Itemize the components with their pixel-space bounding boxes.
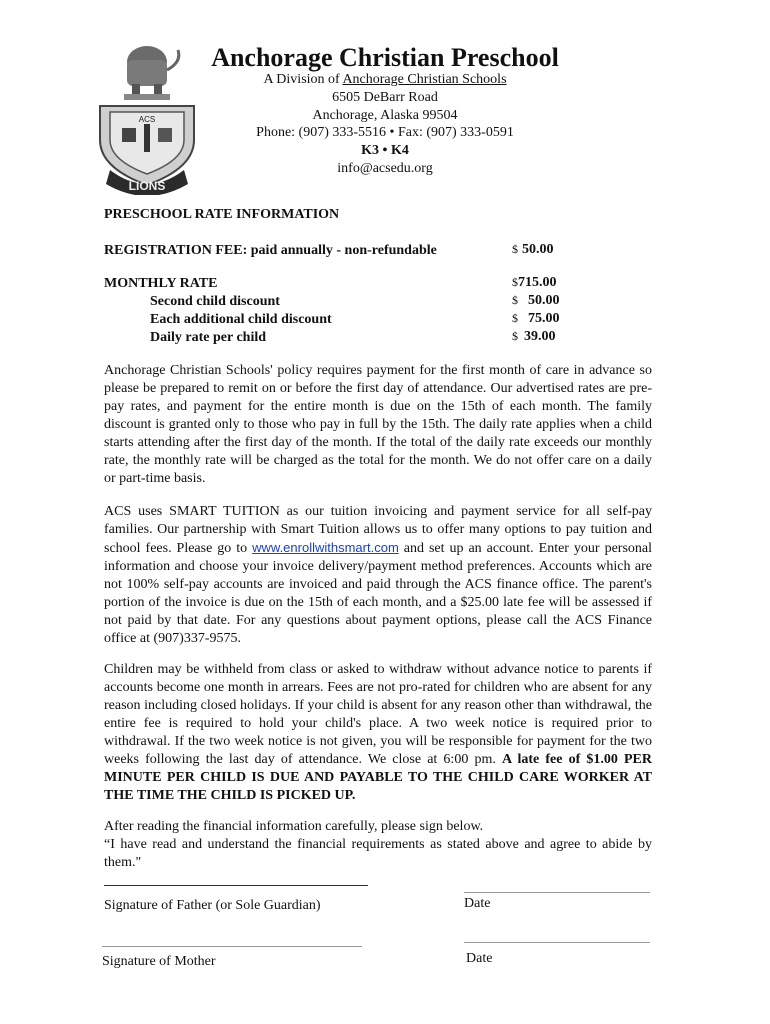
father-signature-label: Signature of Father (or Sole Guardian) (104, 898, 321, 913)
smart-tuition-text-after: and set up an account. Enter your personal information and choose your invoice delivery/payment method preferences. Accounts which are not 100% self-pay accounts are invoiced and paid through the ACS finance office. The parent's portion of the invoice is due on the 15th of each month, and a $25.00 late fee will be assessed if not paid by that date. For any questions about payment options, please call the ACS Finance office at (907)337-9575. (104, 541, 652, 646)
second-child-label: Second child discount (150, 294, 280, 309)
school-title: Anchorage Christian Preschool (211, 43, 559, 72)
date2-line[interactable] (464, 942, 650, 943)
school-crest-logo (92, 40, 202, 195)
policy-paragraph (104, 362, 652, 488)
division-prefix: A Division of (263, 72, 343, 87)
agreement-paragraph (104, 818, 652, 872)
crest-banner-text: LIONS (128, 179, 166, 193)
currency-symbol: $ (512, 275, 518, 289)
smart-tuition-text-before: ACS uses SMART TUITION as our tuition invoicing and payment service for all self-pay families. Our partnership with Smart Tuition allows us to offer many options to pay tuition and school fees. Please go to (104, 504, 652, 556)
monthly-label: MONTHLY RATE (104, 276, 218, 291)
agreement-instruction: After reading the financial information carefully, please sign below. (104, 819, 484, 834)
registration-amount: $ 50.00 (512, 242, 554, 257)
currency-symbol: $ (512, 242, 518, 256)
currency-symbol: $ (512, 311, 518, 325)
daily-amount: $ 39.00 (512, 329, 556, 344)
daily-label: Daily rate per child (150, 330, 267, 345)
mother-signature-label: Signature of Mother (102, 954, 216, 969)
withdrawal-paragraph (104, 661, 652, 805)
phone-fax: Phone: (907) 333-5516 • Fax: (907) 333-0591 (256, 125, 514, 140)
currency-symbol: $ (512, 329, 518, 343)
email: info@acsedu.org (337, 161, 433, 176)
date1-label: Date (464, 896, 491, 911)
crest-text: ACS (138, 115, 156, 124)
currency-symbol: $ (512, 293, 518, 307)
enroll-link[interactable]: www.enrollwithsmart.com (252, 540, 399, 555)
withdrawal-text: Children may be withheld from class or asked to withdraw without advance notice to parents if accounts become one month in arrears. Fees are not pro-rated for children who are absent for any reason including closed holidays. If your child is absent for any reason other than withdrawal, the entire fee is required to hold your child's place. A two week notice is required prior to withdrawal. If the two week notice is not given, you will be responsible for payment for the two weeks following the last day of attendance. We close at 6:00 pm. (104, 662, 652, 767)
father-signature-line[interactable] (104, 885, 368, 886)
city-address: Anchorage, Alaska 99504 (312, 108, 458, 123)
registration-label: REGISTRATION FEE: paid annually - non-refundable (104, 243, 437, 258)
additional-child-amount: $ 75.00 (512, 311, 560, 326)
second-child-amount: $ 50.00 (512, 293, 560, 308)
division-line (200, 72, 570, 88)
agreement-statement: “I have read and understand the financial requirements as stated above and agree to abide by them." (104, 837, 652, 870)
grades: K3 • K4 (361, 143, 409, 158)
monthly-amount: $715.00 (512, 275, 557, 290)
additional-child-label: Each additional child discount (150, 312, 332, 327)
policy-paragraph-text: Anchorage Christian Schools' policy requires payment for the first month of care in advance so please be prepared to remit on or before the first day of attendance. Our advertised rates are pre-pay rates, and payment for the entire month is due on the 15th of each month. The family discount is granted only to those who pay in full by the 15th. The daily rate applies when a child starts attending after the first day of the month. If the total of the daily rate exceeds our monthly rate, the monthly rate will be charged as the total for the month. We do not offer care on a daily or part-time basis. (104, 363, 652, 486)
section-title: PRESCHOOL RATE INFORMATION (104, 207, 340, 222)
mother-signature-line[interactable] (102, 946, 362, 947)
late-fee-notice: A late fee of $1.00 PER MINUTE PER CHILD IS DUE AND PAYABLE TO THE CHILD CARE WORKER AT THE TIME THE CHILD IS PICKED UP. (104, 752, 652, 803)
date1-line[interactable] (464, 892, 650, 893)
division-name: Anchorage Christian Schools (342, 72, 507, 87)
date2-label: Date (466, 951, 493, 966)
street-address: 6505 DeBarr Road (332, 90, 438, 105)
smart-tuition-paragraph (104, 503, 652, 648)
